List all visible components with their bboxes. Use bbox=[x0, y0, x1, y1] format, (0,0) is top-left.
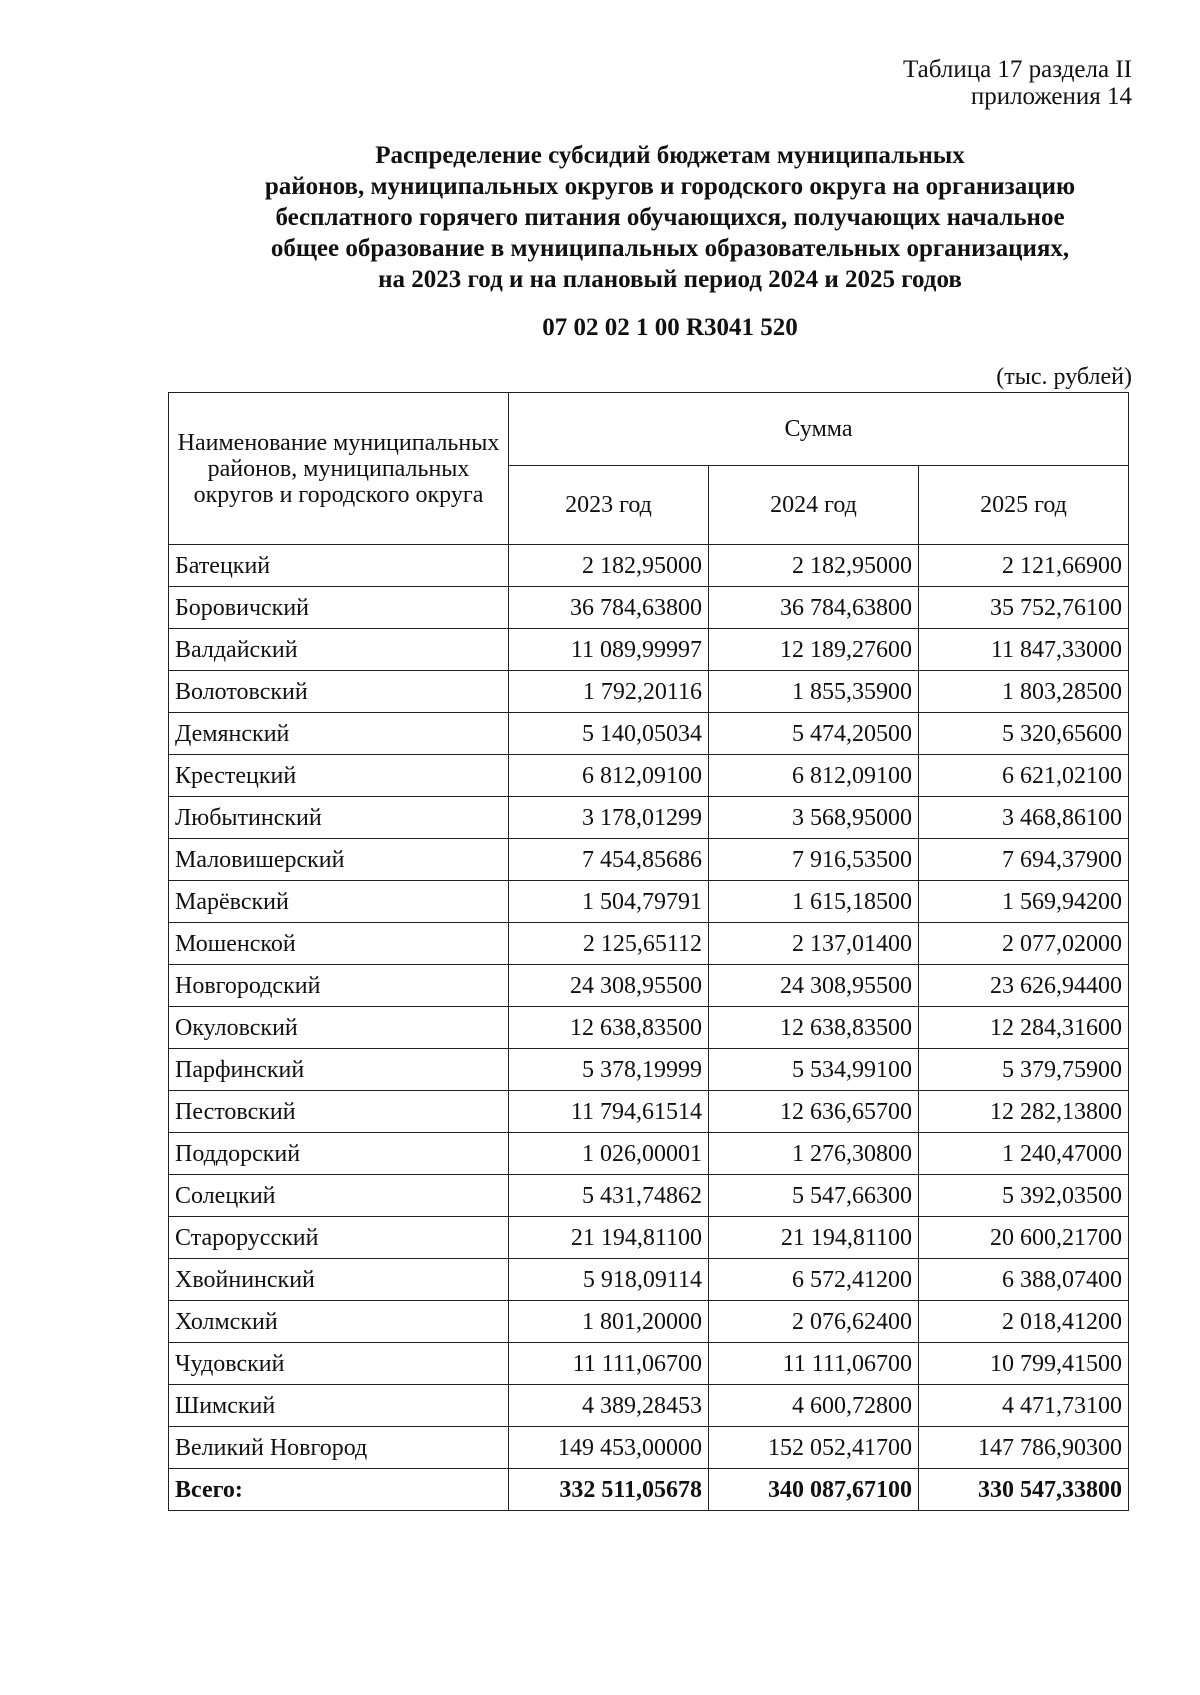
amount-2023: 11 111,06700 bbox=[509, 1343, 709, 1385]
table-row bbox=[169, 1217, 1129, 1259]
district-name: Боровичский bbox=[169, 587, 509, 629]
amount-2024: 2 182,95000 bbox=[709, 545, 919, 587]
district-name: Холмский bbox=[169, 1301, 509, 1343]
district-name: Великий Новгород bbox=[169, 1427, 509, 1469]
district-name: Окуловский bbox=[169, 1007, 509, 1049]
district-name: Новгородский bbox=[169, 965, 509, 1007]
amount-2024: 5 547,66300 bbox=[709, 1175, 919, 1217]
amount-2025: 2 121,66900 bbox=[919, 545, 1129, 587]
amount-2025: 1 240,47000 bbox=[919, 1133, 1129, 1175]
table-row bbox=[169, 1175, 1129, 1217]
amount-2024: 21 194,81100 bbox=[709, 1217, 919, 1259]
table-reference bbox=[903, 56, 1132, 110]
amount-2025: 1 569,94200 bbox=[919, 881, 1129, 923]
column-header-2023: 2023 год bbox=[509, 466, 709, 545]
district-name: Волотовский bbox=[169, 671, 509, 713]
table-row bbox=[169, 1133, 1129, 1175]
table-row bbox=[169, 797, 1129, 839]
table-row bbox=[169, 923, 1129, 965]
amount-2023: 1 801,20000 bbox=[509, 1301, 709, 1343]
amount-2023: 5 140,05034 bbox=[509, 713, 709, 755]
amount-2024: 152 052,41700 bbox=[709, 1427, 919, 1469]
table-row bbox=[169, 965, 1129, 1007]
amount-2025: 2 018,41200 bbox=[919, 1301, 1129, 1343]
amount-2024: 3 568,95000 bbox=[709, 797, 919, 839]
amount-2024: 2 137,01400 bbox=[709, 923, 919, 965]
amount-2023: 24 308,95500 bbox=[509, 965, 709, 1007]
amount-2025: 35 752,76100 bbox=[919, 587, 1129, 629]
amount-2024: 4 600,72800 bbox=[709, 1385, 919, 1427]
total-2025: 330 547,33800 bbox=[919, 1469, 1129, 1511]
amount-2025: 12 284,31600 bbox=[919, 1007, 1129, 1049]
amount-2024: 12 636,65700 bbox=[709, 1091, 919, 1133]
table-row bbox=[169, 881, 1129, 923]
district-name: Пестовский bbox=[169, 1091, 509, 1133]
amount-2023: 5 918,09114 bbox=[509, 1259, 709, 1301]
amount-2024: 1 615,18500 bbox=[709, 881, 919, 923]
amount-2023: 7 454,85686 bbox=[509, 839, 709, 881]
title-line: районов, муниципальных округов и городского округа на организацию bbox=[264, 173, 1076, 200]
table-row bbox=[169, 671, 1129, 713]
amount-2023: 149 453,00000 bbox=[509, 1427, 709, 1469]
amount-2025: 4 471,73100 bbox=[919, 1385, 1129, 1427]
amount-2025: 2 077,02000 bbox=[919, 923, 1129, 965]
district-name: Мошенской bbox=[169, 923, 509, 965]
title-line: на 2023 год и на плановый период 2024 и 2025 годов bbox=[378, 266, 962, 293]
district-name: Солецкий bbox=[169, 1175, 509, 1217]
amount-2023: 5 431,74862 bbox=[509, 1175, 709, 1217]
table-row bbox=[169, 629, 1129, 671]
amount-2023: 1 026,00001 bbox=[509, 1133, 709, 1175]
amount-2025: 7 694,37900 bbox=[919, 839, 1129, 881]
district-name: Крестецкий bbox=[169, 755, 509, 797]
amount-2024: 5 474,20500 bbox=[709, 713, 919, 755]
amount-2023: 5 378,19999 bbox=[509, 1049, 709, 1091]
amount-2023: 3 178,01299 bbox=[509, 797, 709, 839]
title-line: бесплатного горячего питания обучающихся, получающих начальное bbox=[275, 204, 1065, 231]
district-name: Хвойнинский bbox=[169, 1259, 509, 1301]
district-name: Маловишерский bbox=[169, 839, 509, 881]
table-row bbox=[169, 1385, 1129, 1427]
table-row bbox=[169, 1343, 1129, 1385]
budget-code: 07 02 02 1 00 R3041 520 bbox=[542, 314, 798, 341]
amount-2025: 6 621,02100 bbox=[919, 755, 1129, 797]
amount-2023: 4 389,28453 bbox=[509, 1385, 709, 1427]
document-title bbox=[120, 140, 1200, 295]
district-name: Батецкий bbox=[169, 545, 509, 587]
amount-2025: 1 803,28500 bbox=[919, 671, 1129, 713]
amount-2023: 12 638,83500 bbox=[509, 1007, 709, 1049]
subsidy-table bbox=[168, 392, 1129, 1511]
district-name: Шимский bbox=[169, 1385, 509, 1427]
amount-2024: 12 189,27600 bbox=[709, 629, 919, 671]
amount-2023: 2 182,95000 bbox=[509, 545, 709, 587]
amount-2025: 12 282,13800 bbox=[919, 1091, 1129, 1133]
table-row bbox=[169, 545, 1129, 587]
column-header-name: Наименование муниципальных районов, муниципальных округов и городского округа bbox=[169, 393, 509, 545]
amount-2023: 21 194,81100 bbox=[509, 1217, 709, 1259]
amount-2025: 5 320,65600 bbox=[919, 713, 1129, 755]
table-row bbox=[169, 1091, 1129, 1133]
table-row bbox=[169, 713, 1129, 755]
table-row bbox=[169, 1049, 1129, 1091]
district-name: Старорусский bbox=[169, 1217, 509, 1259]
table-row bbox=[169, 1427, 1129, 1469]
amount-2023: 6 812,09100 bbox=[509, 755, 709, 797]
district-name: Марёвский bbox=[169, 881, 509, 923]
district-name: Парфинский bbox=[169, 1049, 509, 1091]
table-row bbox=[169, 587, 1129, 629]
table-row bbox=[169, 1007, 1129, 1049]
units-label: (тыс. рублей) bbox=[996, 364, 1132, 390]
amount-2024: 1 855,35900 bbox=[709, 671, 919, 713]
total-row bbox=[169, 1469, 1129, 1511]
column-header-2024: 2024 год bbox=[709, 466, 919, 545]
total-label: Всего: bbox=[169, 1469, 509, 1511]
amount-2024: 12 638,83500 bbox=[709, 1007, 919, 1049]
district-name: Чудовский bbox=[169, 1343, 509, 1385]
amount-2024: 7 916,53500 bbox=[709, 839, 919, 881]
amount-2025: 147 786,90300 bbox=[919, 1427, 1129, 1469]
amount-2025: 3 468,86100 bbox=[919, 797, 1129, 839]
amount-2025: 5 392,03500 bbox=[919, 1175, 1129, 1217]
table-reference-line-1: Таблица 17 раздела II bbox=[903, 56, 1132, 83]
amount-2024: 6 812,09100 bbox=[709, 755, 919, 797]
column-header-sum: Сумма bbox=[509, 393, 1129, 466]
amount-2025: 5 379,75900 bbox=[919, 1049, 1129, 1091]
district-name: Любытинский bbox=[169, 797, 509, 839]
table-row bbox=[169, 755, 1129, 797]
title-line: Распределение субсидий бюджетам муниципальных bbox=[375, 142, 965, 169]
amount-2025: 6 388,07400 bbox=[919, 1259, 1129, 1301]
total-2023: 332 511,05678 bbox=[509, 1469, 709, 1511]
amount-2024: 5 534,99100 bbox=[709, 1049, 919, 1091]
table-row bbox=[169, 839, 1129, 881]
amount-2024: 36 784,63800 bbox=[709, 587, 919, 629]
amount-2023: 36 784,63800 bbox=[509, 587, 709, 629]
table-reference-line-2: приложения 14 bbox=[970, 83, 1132, 110]
amount-2025: 10 799,41500 bbox=[919, 1343, 1129, 1385]
amount-2025: 23 626,94400 bbox=[919, 965, 1129, 1007]
column-header-2025: 2025 год bbox=[919, 466, 1129, 545]
district-name: Валдайский bbox=[169, 629, 509, 671]
amount-2024: 6 572,41200 bbox=[709, 1259, 919, 1301]
amount-2024: 24 308,95500 bbox=[709, 965, 919, 1007]
table-body bbox=[169, 545, 1129, 1511]
amount-2024: 2 076,62400 bbox=[709, 1301, 919, 1343]
amount-2023: 1 792,20116 bbox=[509, 671, 709, 713]
amount-2023: 11 089,99997 bbox=[509, 629, 709, 671]
district-name: Демянский bbox=[169, 713, 509, 755]
total-2024: 340 087,67100 bbox=[709, 1469, 919, 1511]
title-line: общее образование в муниципальных образовательных организациях, bbox=[270, 235, 1070, 262]
amount-2025: 11 847,33000 bbox=[919, 629, 1129, 671]
table-row bbox=[169, 1259, 1129, 1301]
amount-2023: 1 504,79791 bbox=[509, 881, 709, 923]
table-row bbox=[169, 1301, 1129, 1343]
amount-2023: 11 794,61514 bbox=[509, 1091, 709, 1133]
amount-2025: 20 600,21700 bbox=[919, 1217, 1129, 1259]
amount-2024: 1 276,30800 bbox=[709, 1133, 919, 1175]
district-name: Поддорский bbox=[169, 1133, 509, 1175]
amount-2023: 2 125,65112 bbox=[509, 923, 709, 965]
amount-2024: 11 111,06700 bbox=[709, 1343, 919, 1385]
